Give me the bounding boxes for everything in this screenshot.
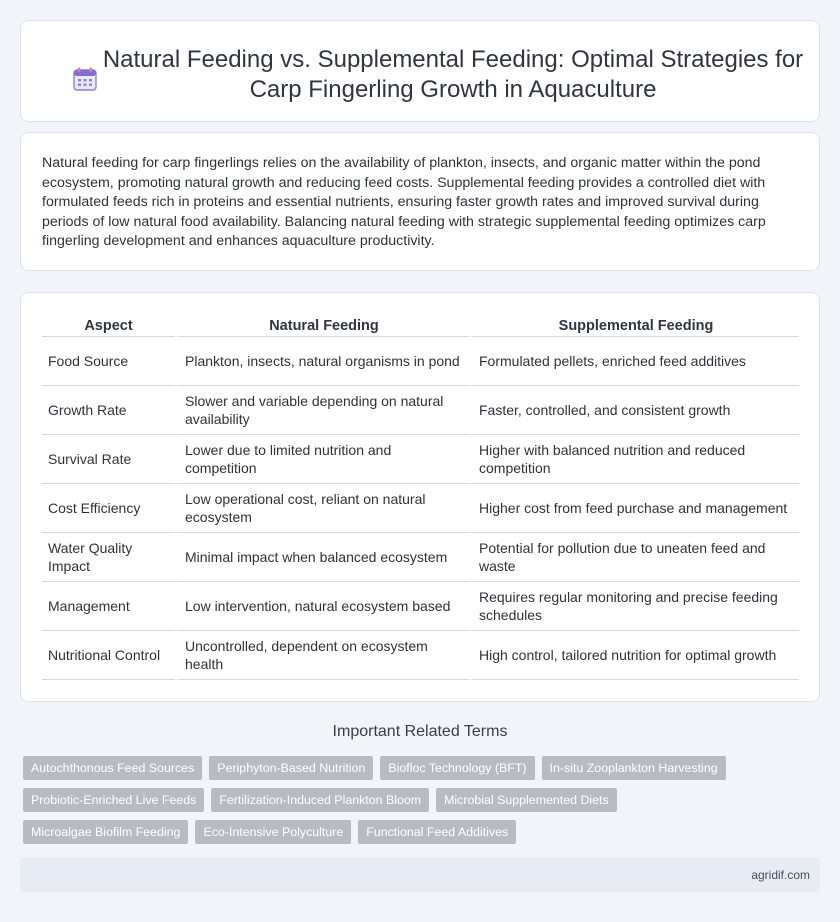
title-card <box>20 20 820 122</box>
table-header-row <box>42 315 799 337</box>
aspect-cell: Water Quality Impact <box>42 533 175 582</box>
aspect-cell: Food Source <box>42 337 175 386</box>
related-term-tag[interactable]: Microalgae Biofilm Feeding <box>23 820 188 844</box>
aspect-cell: Survival Rate <box>42 435 175 484</box>
table-row <box>42 533 799 582</box>
supplemental-cell: Higher cost from feed purchase and management <box>469 484 799 533</box>
natural-cell: Minimal impact when balanced ecosystem <box>175 533 469 582</box>
footer-site-link[interactable]: agridif.com <box>751 868 810 882</box>
aspect-cell: Management <box>42 582 175 631</box>
related-term-tag[interactable]: Periphyton-Based Nutrition <box>209 756 373 780</box>
natural-cell: Slower and variable depending on natural availability <box>175 386 469 435</box>
related-term-tag[interactable]: Fertilization-Induced Plankton Bloom <box>211 788 429 812</box>
calendar-icon <box>73 67 97 91</box>
table-row <box>42 435 799 484</box>
related-term-tag[interactable]: Probiotic-Enriched Live Feeds <box>23 788 204 812</box>
related-term-tag[interactable]: Biofloc Technology (BFT) <box>380 756 534 780</box>
page-title: Natural Feeding vs. Supplemental Feeding: Optimal Strategies for Carp Fingerling Growth in Aquaculture <box>102 46 804 103</box>
natural-cell: Plankton, insects, natural organisms in pond <box>175 337 469 386</box>
intro-card <box>20 132 820 271</box>
supplemental-cell: Faster, controlled, and consistent growth <box>469 386 799 435</box>
table-row <box>42 386 799 435</box>
footer-bar <box>20 858 820 892</box>
related-term-tag[interactable]: Autochthonous Feed Sources <box>23 756 202 780</box>
intro-paragraph: Natural feeding for carp fingerlings relies on the availability of plankton, insects, and organic matter within the pond ecosystem, promoting natural growth and reducing feed costs. Supplemental feeding provides a controlled diet with formulated feeds rich in proteins and essential nutrients, ensuring faster growth rates and improved survival during periods of low natural food availability. Balancing natural feeding with strategic supplemental feeding optimizes carp fingerling development and enhances aquaculture productivity. <box>42 155 766 249</box>
related-term-tag[interactable]: Functional Feed Additives <box>358 820 516 844</box>
natural-cell: Uncontrolled, dependent on ecosystem health <box>175 631 469 680</box>
table-row <box>42 484 799 533</box>
header-supplemental-feeding: Supplemental Feeding <box>469 315 799 337</box>
comparison-card <box>20 292 820 702</box>
supplemental-cell: High control, tailored nutrition for optimal growth <box>469 631 799 680</box>
aspect-cell: Growth Rate <box>42 386 175 435</box>
table-row <box>42 337 799 386</box>
table-row <box>42 582 799 631</box>
aspect-cell: Cost Efficiency <box>42 484 175 533</box>
related-terms-title: Important Related Terms <box>332 723 508 740</box>
related-terms-list <box>23 756 783 844</box>
comparison-table <box>42 315 799 680</box>
aspect-cell: Nutritional Control <box>42 631 175 680</box>
natural-cell: Low operational cost, reliant on natural ecosystem <box>175 484 469 533</box>
natural-cell: Lower due to limited nutrition and competition <box>175 435 469 484</box>
supplemental-cell: Formulated pellets, enriched feed additives <box>469 337 799 386</box>
supplemental-cell: Potential for pollution due to uneaten feed and waste <box>469 533 799 582</box>
supplemental-cell: Requires regular monitoring and precise feeding schedules <box>469 582 799 631</box>
supplemental-cell: Higher with balanced nutrition and reduced competition <box>469 435 799 484</box>
natural-cell: Low intervention, natural ecosystem based <box>175 582 469 631</box>
header-aspect: Aspect <box>42 315 175 337</box>
related-term-tag[interactable]: Eco-Intensive Polyculture <box>195 820 351 844</box>
related-term-tag[interactable]: Microbial Supplemented Diets <box>436 788 617 812</box>
header-natural-feeding: Natural Feeding <box>175 315 469 337</box>
related-term-tag[interactable]: In-situ Zooplankton Harvesting <box>542 756 726 780</box>
table-row <box>42 631 799 680</box>
